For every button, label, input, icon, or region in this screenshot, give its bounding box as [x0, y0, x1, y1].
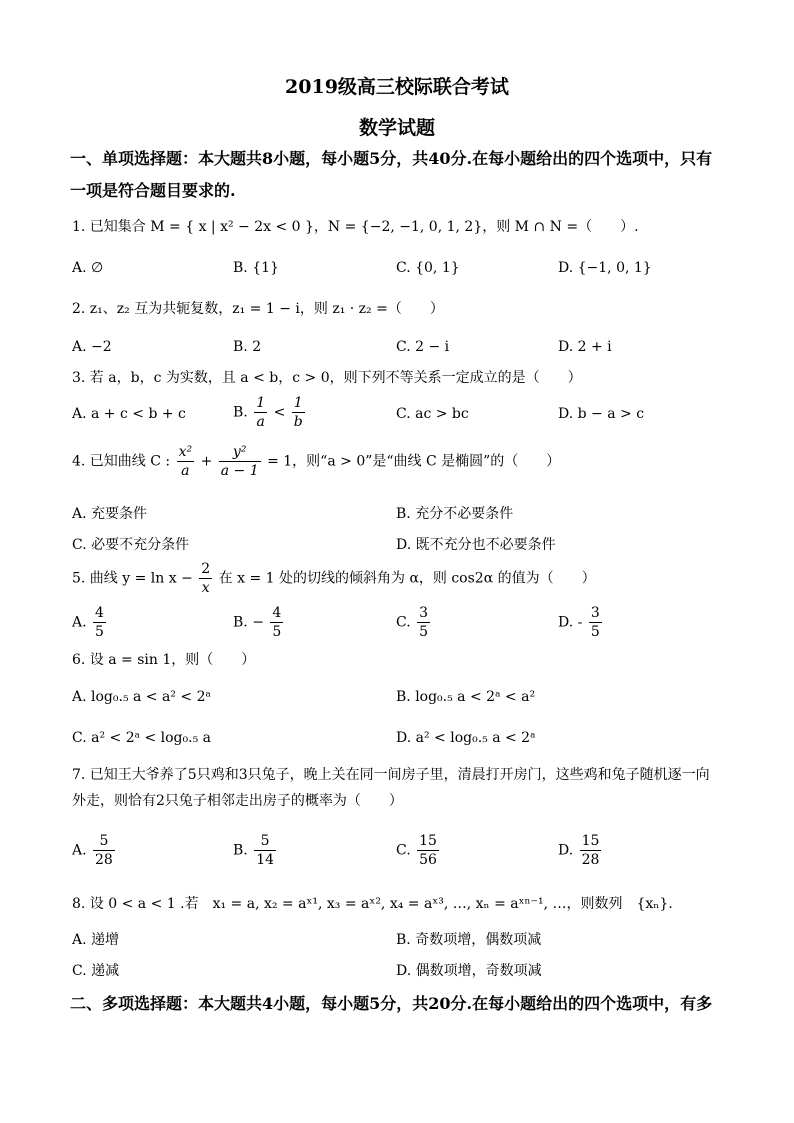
question-8-option-a: A. 递增: [72, 932, 120, 948]
question-8-option-c: C. 递减: [72, 963, 120, 979]
numerator: y²: [219, 443, 261, 462]
question-8-option-b: B. 奇数项增，偶数项减: [396, 932, 542, 948]
numerator: 2: [201, 561, 211, 577]
question-1-option-c: C. {0, 1}: [396, 260, 460, 276]
question-6-option-d: D. a² < log₀.₅ a < 2ᵃ: [396, 730, 536, 746]
option-label: B. −: [233, 614, 264, 631]
question-4-option-d: D. 既不充分也不必要条件: [396, 537, 556, 553]
option-label: D. -: [558, 614, 583, 631]
option-label: B.: [233, 404, 248, 421]
question-6-option-b: B. log₀.₅ a < 2ᵃ < a²: [396, 689, 536, 705]
question-8-stem: 8. 设 0 < a < 1 .若 x₁ = a, x₂ = aˣ¹, x₃ = aˣ², x₄ = aˣ³, …, xₙ = aˣⁿ⁻¹, …，则数列 {xₙ}.: [72, 896, 673, 912]
denominator: b: [293, 414, 303, 430]
option-label: B.: [233, 842, 248, 859]
question-6-option-a: A. log₀.₅ a < a² < 2ᵃ: [72, 689, 211, 705]
question-1-option-b: B. {1}: [233, 260, 279, 276]
question-7-stem: 7. 已知王大爷养了5只鸡和3只兔子，晚上关在同一间房子里，清晨打开房门，这些鸡和兔子随机逐一向外走，则恰有2只兔子相邻走出房子的概率为（ ）: [72, 767, 710, 809]
fraction-y2-over-a-minus-1: [219, 443, 261, 480]
fraction-4-over-5: [93, 604, 106, 641]
numerator: 5: [254, 832, 276, 851]
question-4-option-c: C. 必要不充分条件: [72, 537, 190, 553]
question-4-option-a: A. 充要条件: [72, 506, 148, 522]
denominator: 56: [419, 852, 437, 868]
numerator: 1: [292, 394, 305, 413]
plus-symbol: +: [200, 453, 213, 470]
question-5-stem: [72, 560, 732, 597]
option-label: C.: [396, 842, 411, 859]
fraction-15-over-56: [417, 832, 439, 869]
question-2-stem: 2. z₁、z₂ 互为共轭复数，z₁ = 1 − i，则 z₁ · z₂ =（ ）: [72, 301, 444, 317]
question-3-option-b: [233, 394, 307, 431]
fraction-3-over-5: [417, 604, 430, 641]
question-6-stem: 6. 设 a = sin 1，则（ ）: [72, 652, 256, 668]
question-1-option-d: D. {−1, 0, 1}: [558, 260, 652, 276]
stem-prefix: 4. 已知曲线 C :: [72, 453, 171, 470]
question-7-option-a: [72, 832, 117, 869]
question-2-option-d: D. 2 + i: [558, 339, 612, 355]
section1-heading: 一、单项选择题：本大题共8小题，每小题5分，共40分.在每小题给出的四个选项中，只有: [70, 149, 713, 168]
numerator: 5: [93, 832, 115, 851]
denominator: 28: [95, 852, 113, 868]
denominator: a: [256, 414, 265, 430]
question-7-option-c: [396, 832, 441, 869]
question-7-option-d: [558, 832, 603, 869]
numerator: 3: [590, 605, 600, 621]
question-2-option-b: B. 2: [233, 339, 262, 355]
fraction-x2-over-a: [177, 443, 195, 480]
numerator: 4: [95, 605, 104, 621]
fraction-3-over-5: [589, 604, 602, 641]
denominator: a: [181, 463, 190, 479]
question-1-stem: 1. 已知集合 M = { x | x² − 2x < 0 }，N = {−2, −1, 0, 1, 2}，则 M ∩ N =（ ）.: [72, 219, 639, 235]
question-8-option-d: D. 偶数项增，奇数项减: [396, 963, 542, 979]
fraction-4-over-5: [270, 604, 283, 641]
numerator: x²: [178, 444, 193, 460]
option-label: C.: [396, 614, 411, 631]
exam-title: 2019级高三校际联合考试: [285, 76, 509, 98]
fraction-2-over-x: [199, 560, 212, 597]
option-label: D.: [558, 842, 574, 859]
fraction-1-over-b: [292, 394, 305, 431]
option-label: A.: [72, 842, 87, 859]
question-5-option-b: [233, 604, 285, 641]
question-5-option-d: [558, 604, 604, 641]
question-4-stem: [72, 443, 732, 480]
stem-suffix: 在 x = 1 处的切线的倾斜角为 α，则 cos2α 的值为（ ）: [218, 570, 596, 587]
numerator: 15: [581, 833, 600, 849]
denominator: 5: [419, 624, 429, 640]
question-5-option-c: [396, 604, 432, 641]
question-7-option-b: [233, 832, 278, 869]
question-6-option-c: C. a² < 2ᵃ < log₀.₅ a: [72, 730, 211, 746]
denominator: 14: [256, 852, 275, 868]
numerator: 4: [272, 605, 282, 621]
denominator: 5: [95, 624, 104, 640]
fraction-5-over-28: [93, 832, 115, 869]
stem-prefix: 5. 曲线 y = ln x −: [72, 570, 193, 587]
denominator: 28: [581, 852, 600, 868]
fraction-15-over-28: [580, 832, 602, 869]
question-3-option-a: A. a + c < b + c: [72, 406, 186, 422]
numerator: 1: [256, 395, 266, 411]
question-4-option-b: B. 充分不必要条件: [396, 506, 514, 522]
numerator: 3: [419, 605, 429, 621]
fraction-1-over-a: [254, 394, 267, 431]
numerator: 15: [419, 833, 437, 849]
denominator: a − 1: [220, 463, 259, 479]
question-3-option-d: D. b − a > c: [558, 406, 645, 422]
question-3-stem: 3. 若 a，b，c 为实数，且 a < b，c > 0，则下列不等关系一定成立的是（ ）: [72, 370, 582, 386]
section2-heading: 二、多项选择题：本大题共4小题，每小题5分，共20分.在每小题给出的四个选项中，有多: [70, 994, 713, 1013]
question-5-option-a: [72, 604, 108, 641]
question-2-option-a: A. −2: [72, 339, 112, 355]
question-1-option-a: A. ∅: [72, 260, 104, 276]
exam-subtitle: 数学试题: [358, 117, 435, 139]
option-label: A.: [72, 614, 87, 631]
less-than-symbol: <: [273, 404, 286, 421]
denominator: 5: [272, 624, 282, 640]
stem-suffix: = 1，则“a > 0”是“曲线 C 是椭圆”的（ ）: [267, 453, 561, 470]
question-2-option-c: C. 2 − i: [396, 339, 450, 355]
denominator: x: [201, 580, 210, 596]
fraction-5-over-14: [254, 832, 276, 869]
denominator: 5: [590, 624, 600, 640]
section1-heading-cont: 一项是符合题目要求的.: [70, 181, 236, 200]
question-3-option-c: C. ac > bc: [396, 406, 469, 422]
